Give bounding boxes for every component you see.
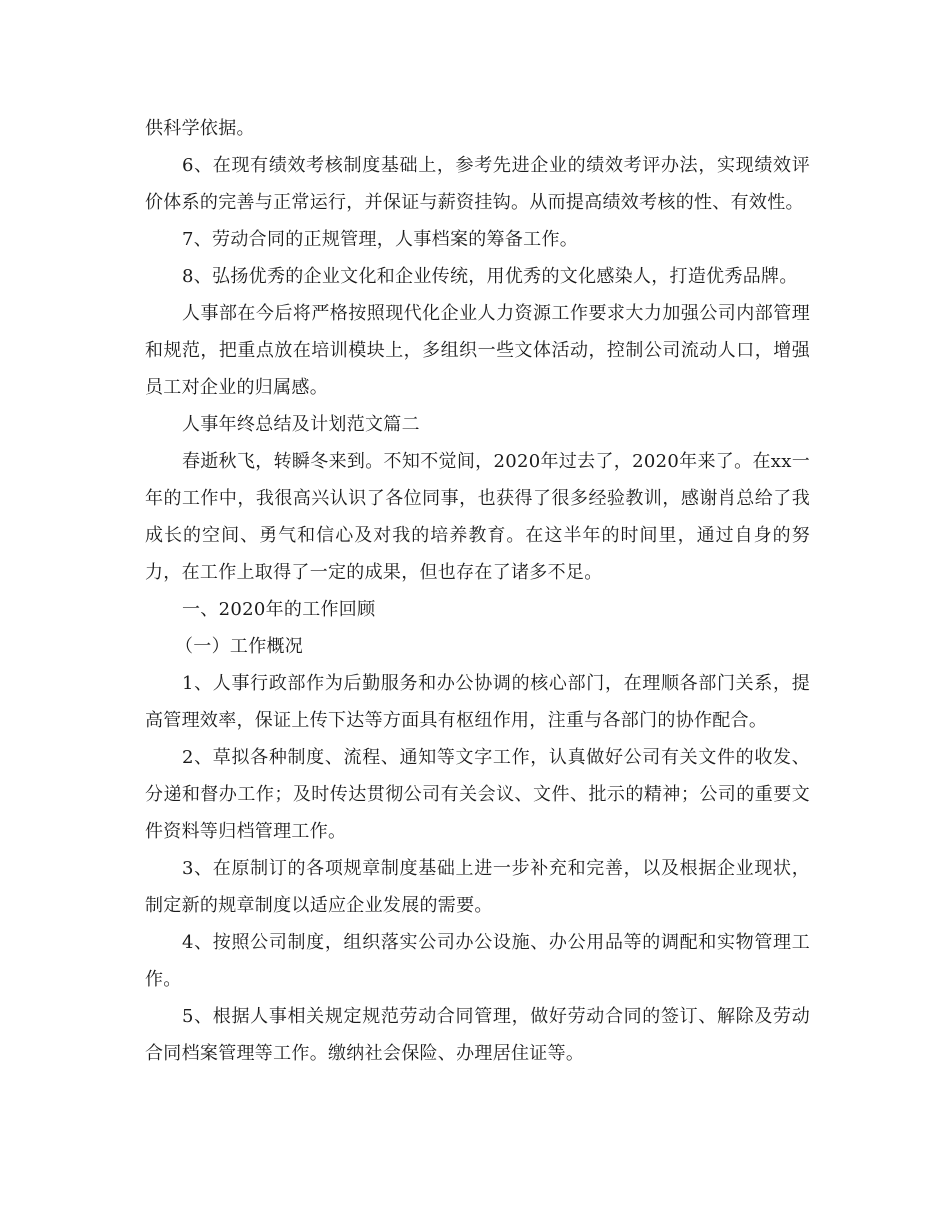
document-body [145, 110, 810, 1072]
paragraph-item-4: 4、按照公司制度，组织落实公司办公设施、办公用品等的调配和实物管理工作。 [145, 932, 810, 990]
paragraph-item-6: 6、在现有绩效考核制度基础上，参考先进企业的绩效考评办法，实现绩效评价体系的完善与正常运行，并保证与薪资挂钩。从而提高绩效考核的性、有效性。 [145, 155, 810, 213]
paragraph-item-7: 7、劳动合同的正规管理，人事档案的筹备工作。 [182, 229, 579, 250]
paragraph-item-8: 8、弘扬优秀的企业文化和企业传统，用优秀的文化感染人，打造优秀品牌。 [182, 266, 798, 287]
section-title: 人事年终总结及计划范文篇二 [182, 414, 420, 435]
section-heading-review: 一、2020年的工作回顾 [182, 599, 376, 620]
subsection-heading-overview: （一）工作概况 [175, 636, 304, 657]
paragraph-continuation: 供科学依据。 [145, 118, 255, 139]
paragraph-item-5: 5、根据人事相关规定规范劳动合同管理，做好劳动合同的签订、解除及劳动合同档案管理等工作。缴纳社会保险、办理居住证等。 [145, 1006, 810, 1064]
paragraph-item-1: 1、人事行政部作为后勤服务和办公协调的核心部门，在理顺各部门关系，提高管理效率，保证上传下达等方面具有枢纽作用，注重与各部门的协作配合。 [145, 673, 810, 731]
paragraph-item-3: 3、在原制订的各项规章制度基础上进一步补充和完善，以及根据企业现状，制定新的规章制度以适应企业发展的需要。 [145, 858, 810, 916]
paragraph-item-2: 2、草拟各种制度、流程、通知等文字工作，认真做好公司有关文件的收发、分递和督办工作；及时传达贯彻公司有关会议、文件、批示的精神；公司的重要文件资料等归档管理工作。 [145, 747, 810, 842]
paragraph-summary: 人事部在今后将严格按照现代化企业人力资源工作要求大力加强公司内部管理和规范，把重点放在培训模块上，多组织一些文体活动，控制公司流动人口，增强员工对企业的归属感。 [145, 303, 810, 398]
paragraph-intro: 春逝秋飞，转瞬冬来到。不知不觉间，2020年过去了，2020年来了。在xx一年的工作中，我很高兴认识了各位同事，也获得了很多经验教训，感谢肖总给了我成长的空间、勇气和信心及对我的培养教育。在这半年的时间里，通过自身的努力，在工作上取得了一定的成果，但也存在了诸多不足。 [145, 451, 810, 583]
